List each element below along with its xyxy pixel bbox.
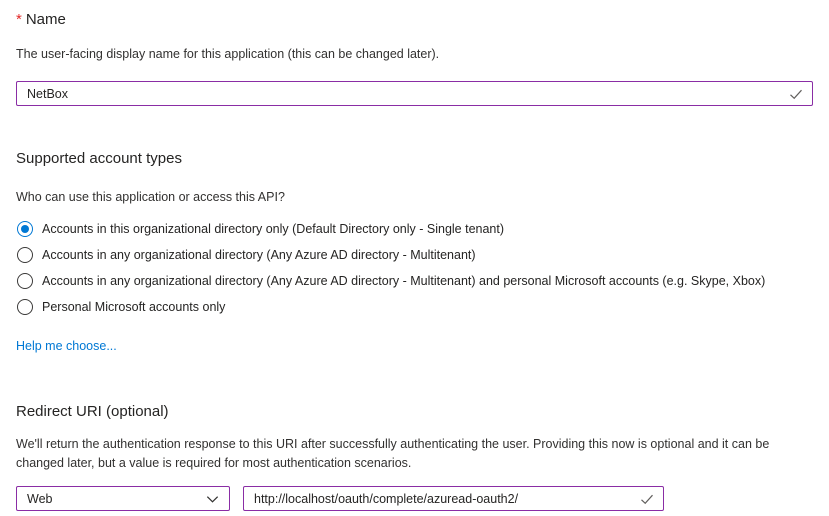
radio-button-icon[interactable] xyxy=(17,299,33,315)
name-title-text: Name xyxy=(25,11,66,28)
platform-select-dropdown[interactable] xyxy=(16,486,230,511)
account-types-section-title: Supported account types xyxy=(16,150,182,167)
radio-button-icon[interactable] xyxy=(17,273,33,289)
name-description: The user-facing display name for this application (this can be changed later). xyxy=(16,47,440,61)
account-types-question: Who can use this application or access this API? xyxy=(16,190,285,204)
redirect-uri-section-title: Redirect URI (optional) xyxy=(16,403,169,420)
redirect-uri-input[interactable] xyxy=(244,487,663,510)
name-input[interactable] xyxy=(17,82,812,105)
radio-label: Accounts in any organizational directory (Any Azure AD directory - Multitenant) xyxy=(42,248,476,262)
radio-personal-only[interactable] xyxy=(16,294,813,320)
radio-label: Accounts in this organizational directory only (Default Directory only - Single tenant) xyxy=(42,222,505,236)
radio-label: Accounts in any organizational directory (Any Azure AD directory - Multitenant) and personal Microsoft accounts (e.g. Skype, Xbox) xyxy=(42,274,766,288)
radio-multitenant[interactable] xyxy=(16,242,813,268)
help-me-choose-link[interactable]: Help me choose... xyxy=(16,339,117,353)
chevron-down-icon xyxy=(205,491,220,506)
redirect-uri-controls xyxy=(16,486,813,511)
radio-button-icon[interactable] xyxy=(17,221,33,237)
platform-selected-value: Web xyxy=(27,491,53,506)
account-types-radio-group xyxy=(16,216,813,320)
radio-multitenant-personal[interactable] xyxy=(16,268,813,294)
name-section-title xyxy=(16,0,813,29)
radio-label: Personal Microsoft accounts only xyxy=(42,300,226,314)
redirect-uri-description: We'll return the authentication response to this URI after successfully authenticating the user. Providing this now is optional and it can be changed later, but a value is required for most authentication scenarios. xyxy=(16,437,770,470)
radio-single-tenant[interactable] xyxy=(16,216,813,242)
redirect-uri-input-field xyxy=(243,486,664,511)
required-marker: * xyxy=(16,11,22,28)
radio-button-icon[interactable] xyxy=(17,247,33,263)
name-input-field xyxy=(16,81,813,106)
